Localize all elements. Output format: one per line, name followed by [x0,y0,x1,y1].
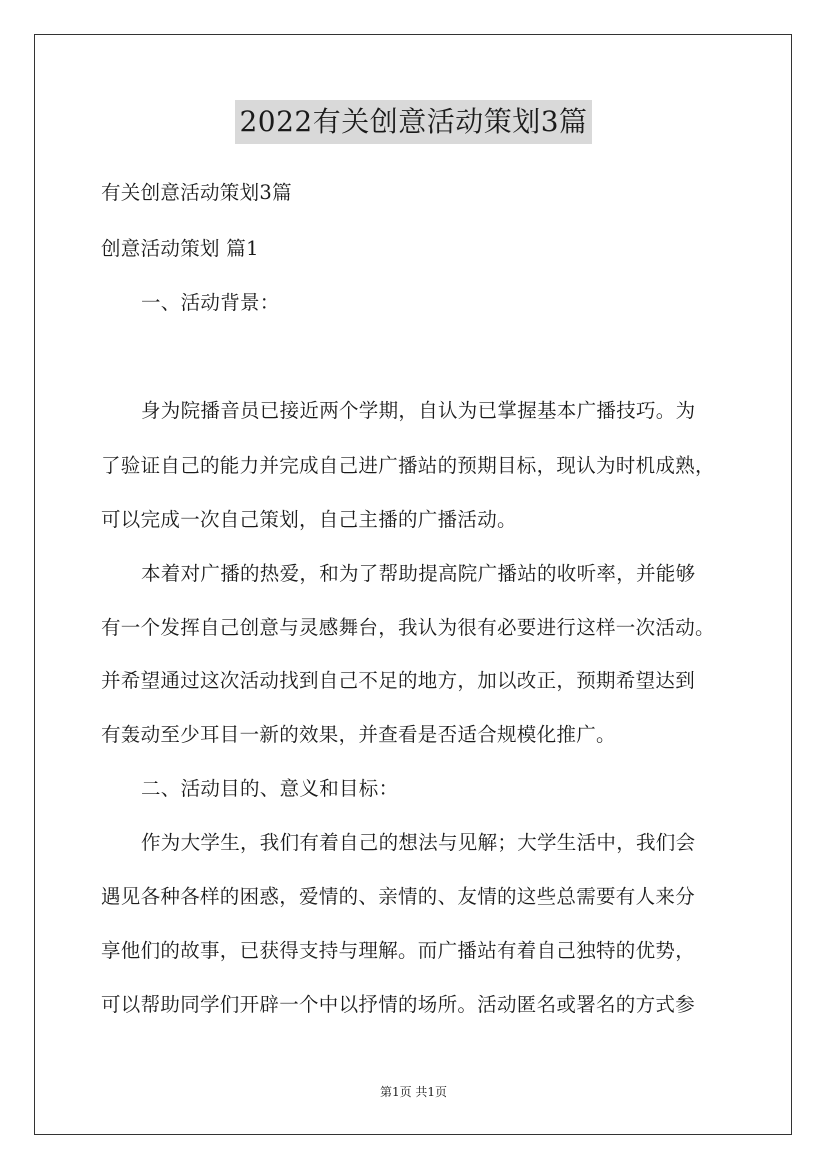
paragraph-line: 有一个发挥自己创意与灵感舞台，我认为很有必要进行这样一次活动。 [101,616,715,639]
paragraph-line: 可以帮助同学们开辟一个中以抒情的场所。活动匿名或署名的方式参 [101,993,696,1016]
subtitle: 有关创意活动策划3篇 [101,181,292,204]
paragraph-line: 享他们的故事，已获得支持与理解。而广播站有着自己独特的优势， [101,939,696,962]
section-heading: 创意活动策划 篇1 [101,237,259,260]
page-footer: 第1页 共1页 [379,1085,448,1099]
subsection-heading: 一、活动背景： [141,291,280,314]
subsection-heading: 二、活动目的、意义和目标： [141,777,399,800]
paragraph-line: 可以完成一次自己策划，自己主播的广播活动。 [101,508,517,531]
paragraph-line: 身为院播音员已接近两个学期，自认为已掌握基本广播技巧。为 [141,399,696,422]
paragraph-line: 了验证自己的能力并完成自己进广播站的预期目标，现认为时机成熟， [101,454,715,477]
title-container [0,100,827,144]
paragraph-line: 遇见各种各样的困惑，爱情的、亲情的、友情的这些总需要有人来分 [101,885,696,908]
paragraph-line: 有轰动至少耳目一新的效果，并查看是否适合规模化推广。 [101,723,616,746]
paragraph-line: 本着对广播的热爱，和为了帮助提高院广播站的收听率，并能够 [141,562,696,585]
document-title: 2022有关创意活动策划3篇 [235,100,591,144]
paragraph-line: 作为大学生，我们有着自己的想法与见解；大学生活中，我们会 [141,831,696,854]
paragraph-line: 并希望通过这次活动找到自己不足的地方，加以改正，预期希望达到 [101,669,696,692]
